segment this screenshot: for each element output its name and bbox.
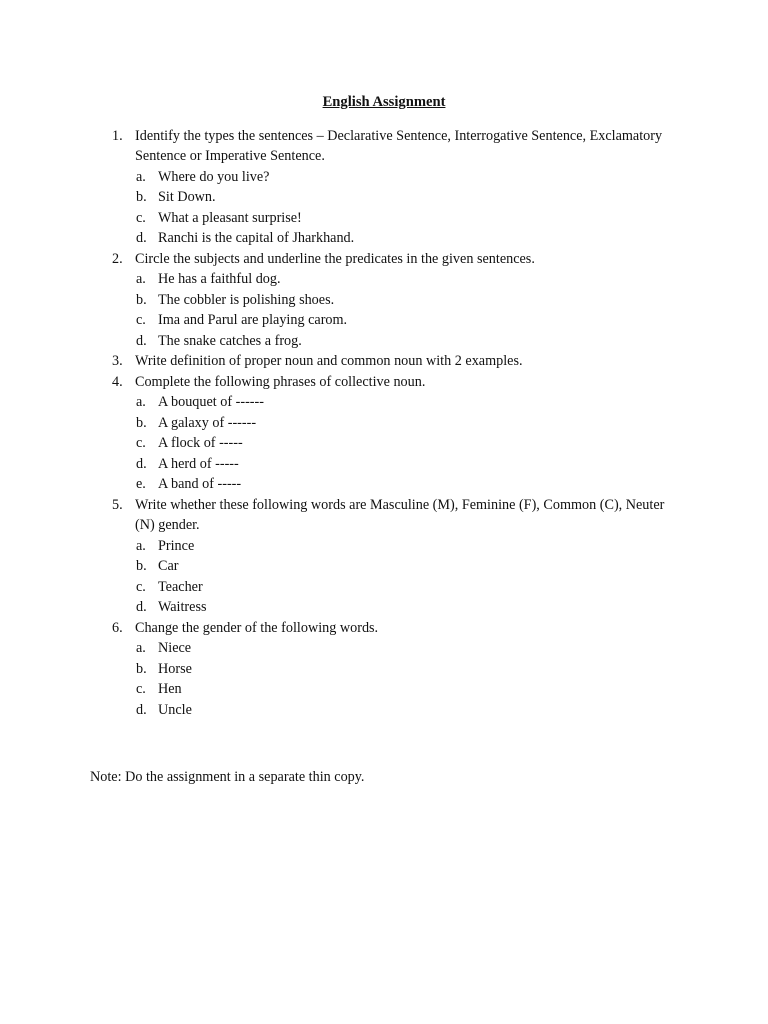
sub-item-letter: d.	[136, 599, 147, 615]
question-list	[0, 126, 768, 721]
question-text: Identify the types the sentences – Declarative Sentence, Interrogative Sentence, Exclamatory Sentence or Imperative Sentence.	[135, 127, 663, 164]
question-number: 1.	[112, 127, 123, 144]
sub-item	[135, 310, 668, 331]
sub-item	[135, 413, 668, 434]
sub-item	[135, 700, 668, 721]
sub-item	[135, 331, 668, 352]
question-text: Complete the following phrases of collective noun.	[135, 373, 426, 390]
sub-item-letter: d.	[136, 332, 147, 349]
question-item	[0, 495, 768, 618]
question-number: 6.	[112, 619, 123, 636]
sub-item-text: Niece	[158, 640, 192, 656]
sub-item-text: A band of -----	[158, 476, 242, 492]
sub-item	[135, 659, 668, 680]
sub-item	[135, 228, 668, 249]
sub-item-text: He has a faithful dog.	[158, 271, 281, 287]
sub-item-letter: a.	[136, 537, 146, 554]
sub-item	[135, 556, 668, 577]
sub-item	[135, 187, 668, 208]
question-text: Change the gender of the following words.	[135, 619, 379, 636]
question-number: 3.	[112, 353, 123, 369]
sub-item	[135, 454, 668, 475]
assignment-note: Note: Do the assignment in a separate thin copy.	[90, 769, 365, 785]
sub-item-letter: b.	[136, 189, 147, 205]
sub-item-letter: d.	[136, 230, 147, 246]
sub-item	[135, 597, 668, 618]
sub-item-letter: b.	[136, 660, 147, 677]
sub-item-letter: c.	[136, 312, 146, 328]
sub-item	[135, 167, 668, 188]
question-text: Circle the subjects and underline the predicates in the given sentences.	[135, 250, 535, 267]
sub-item-letter: a.	[136, 271, 146, 287]
question-number: 5.	[112, 496, 123, 513]
sub-item	[135, 433, 668, 454]
sub-item-letter: a.	[136, 394, 146, 410]
sub-item-letter: c.	[136, 209, 146, 226]
sub-item-text: Ranchi is the capital of Jharkhand.	[158, 230, 355, 246]
sub-item-text: A herd of -----	[158, 455, 239, 472]
sub-item-list	[135, 269, 668, 351]
sub-item-text: Where do you live?	[158, 168, 270, 185]
sub-item-text: A flock of -----	[158, 435, 243, 451]
sub-item	[135, 679, 668, 700]
sub-item-letter: a.	[136, 640, 146, 656]
sub-item	[135, 536, 668, 557]
document-title: English Assignment	[322, 94, 446, 110]
question-item	[0, 351, 768, 372]
sub-item-letter: d.	[136, 701, 147, 718]
sub-item-text: Sit Down.	[158, 189, 216, 205]
question-item	[0, 372, 768, 495]
sub-item-list	[135, 638, 668, 720]
question-item	[0, 618, 768, 721]
sub-item-text: A galaxy of ------	[158, 414, 257, 431]
sub-item-list	[135, 536, 668, 618]
sub-item	[135, 290, 668, 311]
question-number: 2.	[112, 250, 123, 267]
sub-item-letter: d.	[136, 455, 147, 472]
sub-item-letter: e.	[136, 476, 146, 492]
sub-item-list	[135, 392, 668, 495]
sub-item-text: A bouquet of ------	[158, 394, 264, 410]
sub-item-letter: b.	[136, 414, 147, 431]
sub-item-letter: a.	[136, 168, 146, 185]
sub-item-letter: b.	[136, 558, 147, 574]
question-item	[0, 249, 768, 352]
sub-item	[135, 392, 668, 413]
sub-item-text: Prince	[158, 537, 195, 554]
sub-item-text: Hen	[158, 681, 182, 697]
sub-item	[135, 269, 668, 290]
question-text: Write whether these following words are Masculine (M), Feminine (F), Common (C), Neuter (N) gender.	[135, 496, 665, 533]
sub-item	[135, 474, 668, 495]
sub-item	[135, 577, 668, 598]
sub-item-text: Ima and Parul are playing carom.	[158, 312, 348, 328]
sub-item-text: The snake catches a frog.	[158, 332, 302, 349]
sub-item-text: Horse	[158, 660, 192, 677]
sub-item-letter: c.	[136, 681, 146, 697]
question-text: Write definition of proper noun and common noun with 2 examples.	[135, 353, 523, 369]
sub-item-letter: c.	[136, 435, 146, 451]
question-item	[0, 126, 768, 249]
sub-item-text: Car	[158, 558, 179, 574]
sub-item-letter: c.	[136, 578, 146, 595]
sub-item-text: Waitress	[158, 599, 207, 615]
sub-item-text: What a pleasant surprise!	[158, 209, 302, 226]
sub-item	[135, 208, 668, 229]
sub-item-letter: b.	[136, 291, 147, 308]
sub-item-text: Teacher	[158, 578, 203, 595]
sub-item-list	[135, 167, 668, 249]
sub-item-text: Uncle	[158, 701, 192, 718]
sub-item-text: The cobbler is polishing shoes.	[158, 291, 335, 308]
question-number: 4.	[112, 373, 123, 390]
sub-item	[135, 638, 668, 659]
